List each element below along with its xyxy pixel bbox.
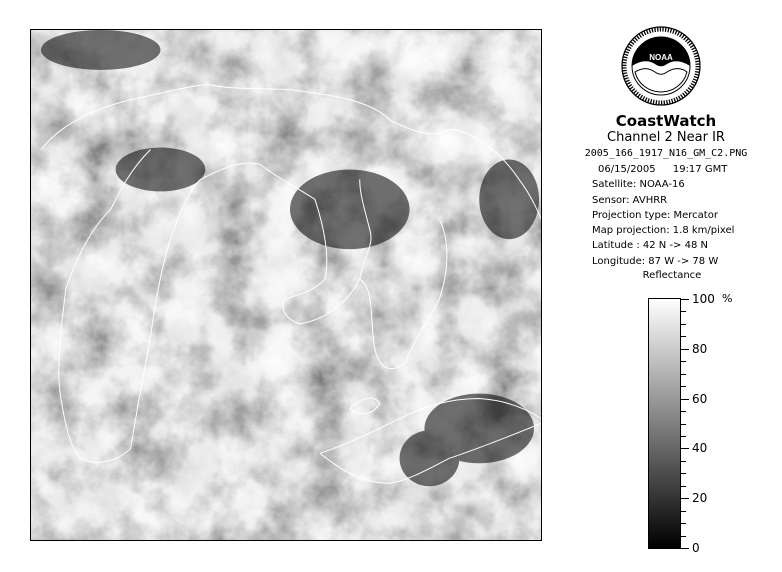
- colorbar-tick-label: 0: [692, 541, 700, 555]
- colorbar-tick: [681, 436, 686, 437]
- colorbar-tick: [681, 486, 686, 487]
- noaa-seal-icon: [621, 26, 701, 106]
- colorbar-tick: [681, 399, 689, 400]
- projection-type-label: Projection type: Mercator: [592, 209, 718, 221]
- longitude-label: Longitude: 87 W -> 78 W: [592, 255, 719, 267]
- filename-label: 2005_166_1917_N16_GM_C2.PNG: [584, 148, 748, 159]
- colorbar-tick: [681, 461, 686, 462]
- colorbar-tick: [681, 299, 689, 300]
- sensor-label: Sensor: AVHRR: [592, 194, 668, 206]
- colorbar-tick: [681, 374, 686, 375]
- logo-text: NOAA: [649, 53, 673, 62]
- cloud-imagery: [31, 30, 541, 540]
- datetime-row: [592, 162, 772, 177]
- colorbar-unit: %: [722, 292, 733, 305]
- colorbar-tick: [681, 336, 686, 337]
- info-header: [556, 112, 776, 161]
- colorbar-tick-label: 100: [692, 292, 715, 306]
- colorbar-tick-label: 60: [692, 392, 708, 406]
- colorbar-title: Reflectance: [642, 270, 702, 281]
- colorbar-tick: [681, 473, 686, 474]
- time-value: 19:17 GMT: [672, 164, 728, 175]
- colorbar-tick-label: 40: [692, 441, 708, 455]
- colorbar-tick: [681, 523, 686, 524]
- satellite-image: [30, 29, 542, 541]
- colorbar-tick: [681, 536, 686, 537]
- map-projection-label: Map projection: 1.8 km/pixel: [592, 225, 735, 237]
- colorbar-tick: [681, 511, 686, 512]
- brand-title: CoastWatch: [615, 112, 717, 130]
- channel-label: Channel 2 Near IR: [607, 130, 725, 145]
- colorbar-tick: [681, 548, 689, 549]
- metadata-block: [592, 162, 772, 269]
- colorbar-tick: [681, 311, 686, 312]
- satellite-label: Satellite: NOAA-16: [592, 179, 685, 191]
- date-value: 06/15/2005: [598, 164, 656, 175]
- colorbar-tick: [681, 448, 689, 449]
- colorbar-tick: [681, 361, 686, 362]
- colorbar-tick: [681, 424, 686, 425]
- colorbar-tick-label: 80: [692, 342, 708, 356]
- colorbar-tick-label: 20: [692, 491, 708, 505]
- colorbar-tick: [681, 411, 686, 412]
- colorbar-tick: [681, 386, 686, 387]
- colorbar-tick: [681, 324, 686, 325]
- colorbar: [648, 298, 681, 549]
- latitude-label: Latitude : 42 N -> 48 N: [592, 240, 708, 252]
- colorbar-tick: [681, 349, 689, 350]
- colorbar-tick: [681, 498, 689, 499]
